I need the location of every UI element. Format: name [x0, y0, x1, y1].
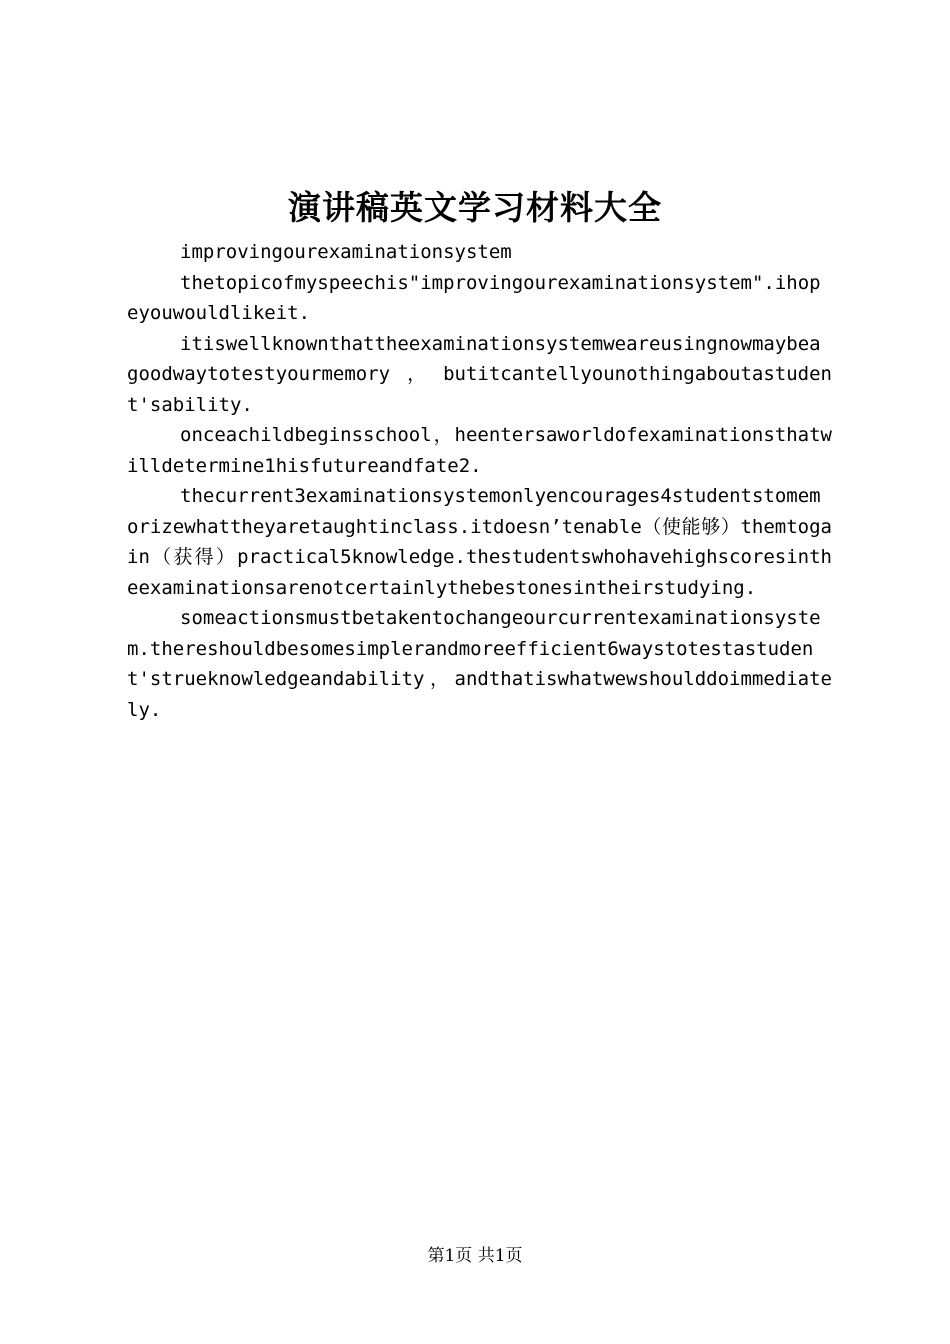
paragraph-3: itiswellknownthattheexaminationsystemweareusingnowmaybeagoodwaytotestyourmemory，butitcantellyounothingaboutastudent'sability.: [127, 332, 832, 416]
document-title: 演讲稿英文学习材料大全: [288, 188, 662, 227]
document-body: [127, 237, 832, 725]
paragraph-1: improvingourexaminationsystem: [180, 241, 512, 263]
paragraph-5: thecurrent3examinationsystemonlyencourages4studentstomemorizewhattheyaretaughtinclass.itdoesn’tenable（使能够）themtogain（获得）practical5knowledge.thestudentswhohavehighscoresintheexaminationsarenotcertainlythebestonesintheirstudying.: [127, 485, 832, 599]
paragraph-6: someactionsmustbetakentochangeourcurrentexaminationsystem.thereshouldbesomesimplerandmoreefficient6waystotestastudent'strueknowledgeandability，andthatiswhatwewshoulddoimmediately.: [127, 607, 832, 721]
paragraph-4: onceachildbeginsschool，heentersaworldofexaminationsthatwilldetermine1hisfutureandfate2.: [127, 424, 832, 477]
paragraph-2: thetopicofmyspeechis"improvingourexaminationsystem".ihopeyouwouldlikeit.: [127, 271, 821, 324]
page-footer: 第1页 共1页: [427, 1246, 523, 1266]
